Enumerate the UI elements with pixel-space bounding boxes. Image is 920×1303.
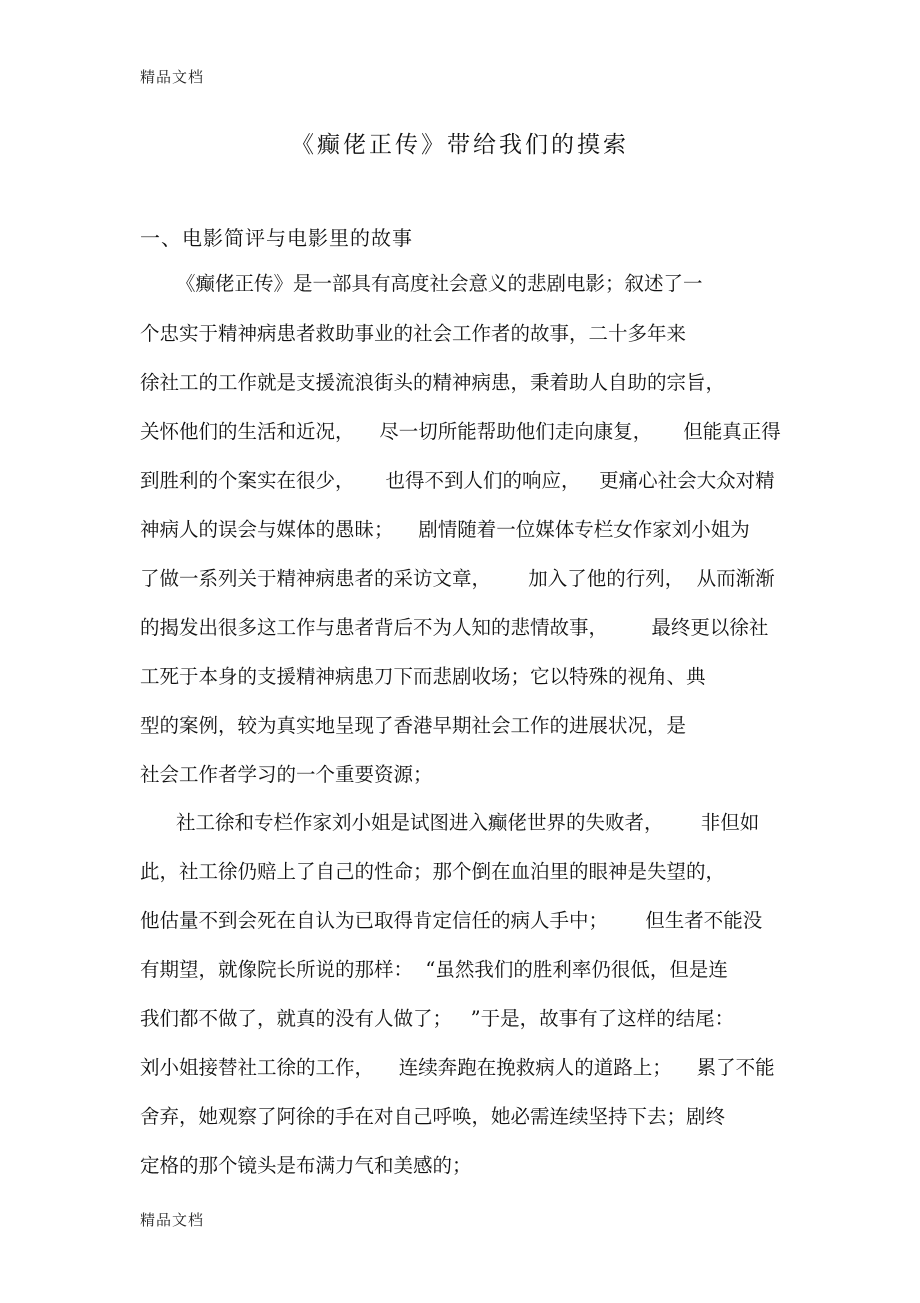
section-heading: 一、电影简评与电影里的故事 xyxy=(140,226,413,250)
paragraph-1-line: 的揭发出很多这工作与患者背后不为人知的悲情故事， 最终更以徐社 xyxy=(140,616,769,639)
paragraph-1-line: 工死于本身的支援精神病患刀下而悲剧收场；它以特殊的视角、典 xyxy=(140,665,706,688)
paragraph-1-line: 《癫佬正传》是一部具有高度社会意义的悲剧电影；叙述了一 xyxy=(176,272,703,295)
page-footer: 精品文档 xyxy=(140,1211,205,1229)
paragraph-1-line: 神病人的误会与媒体的愚昧； 剧情随着一位媒体专栏女作家刘小姐为 xyxy=(140,518,750,541)
paragraph-1-line: 个忠实于精神病患者救助事业的社会工作者的故事，二十多年来 xyxy=(140,322,687,345)
paragraph-1-line: 型的案例，较为真实地呈现了香港早期社会工作的进展状况，是 xyxy=(140,714,687,737)
document-title: 《癫佬正传》带给我们的摸索 xyxy=(291,132,629,158)
paragraph-1-line: 了做一系列关于精神病患者的采访文章， 加入了他的行列， 从而渐渐 xyxy=(140,567,775,590)
paragraph-2-line: 社工徐和专栏作家刘小姐是试图进入癫佬世界的失败者， 非但如 xyxy=(176,811,760,834)
page-header: 精品文档 xyxy=(140,68,205,86)
paragraph-1-line: 到胜利的个案实在很少， 也得不到人们的响应， 更痛心社会大众对精 xyxy=(140,469,775,492)
paragraph-2-line: 舍弃，她观察了阿徐的手在对自己呼唤，她必需连续坚持下去；剧终 xyxy=(140,1105,726,1128)
paragraph-1-line: 徐社工的工作就是支援流浪街头的精神病患，秉着助人自助的宗旨， xyxy=(140,371,726,394)
paragraph-2-line: 他估量不到会死在自认为已取得肯定信任的病人手中； 但生者不能没 xyxy=(140,909,763,932)
paragraph-1-line: 关怀他们的生活和近况， 尽一切所能帮助他们走向康复， 但能真正得 xyxy=(140,420,781,443)
paragraph-1-line: 社会工作者学习的一个重要资源； xyxy=(140,763,433,786)
paragraph-2-line: 此，社工徐仍赔上了自己的性命；那个倒在血泊里的眼神是失望的， xyxy=(140,860,726,883)
paragraph-2-line: 有期望，就像院长所说的那样： “虽然我们的胜利率仍很低，但是连 xyxy=(140,958,728,981)
paragraph-2-line: 我们都不做了，就真的没有人做了； ”于是，故事有了这样的结尾： xyxy=(140,1007,735,1030)
paragraph-2-line: 定格的那个镜头是布满力气和美感的； xyxy=(140,1154,472,1177)
paragraph-2-line: 刘小姐接替社工徐的工作， 连续奔跑在挽救病人的道路上； 累了不能 xyxy=(140,1056,775,1079)
